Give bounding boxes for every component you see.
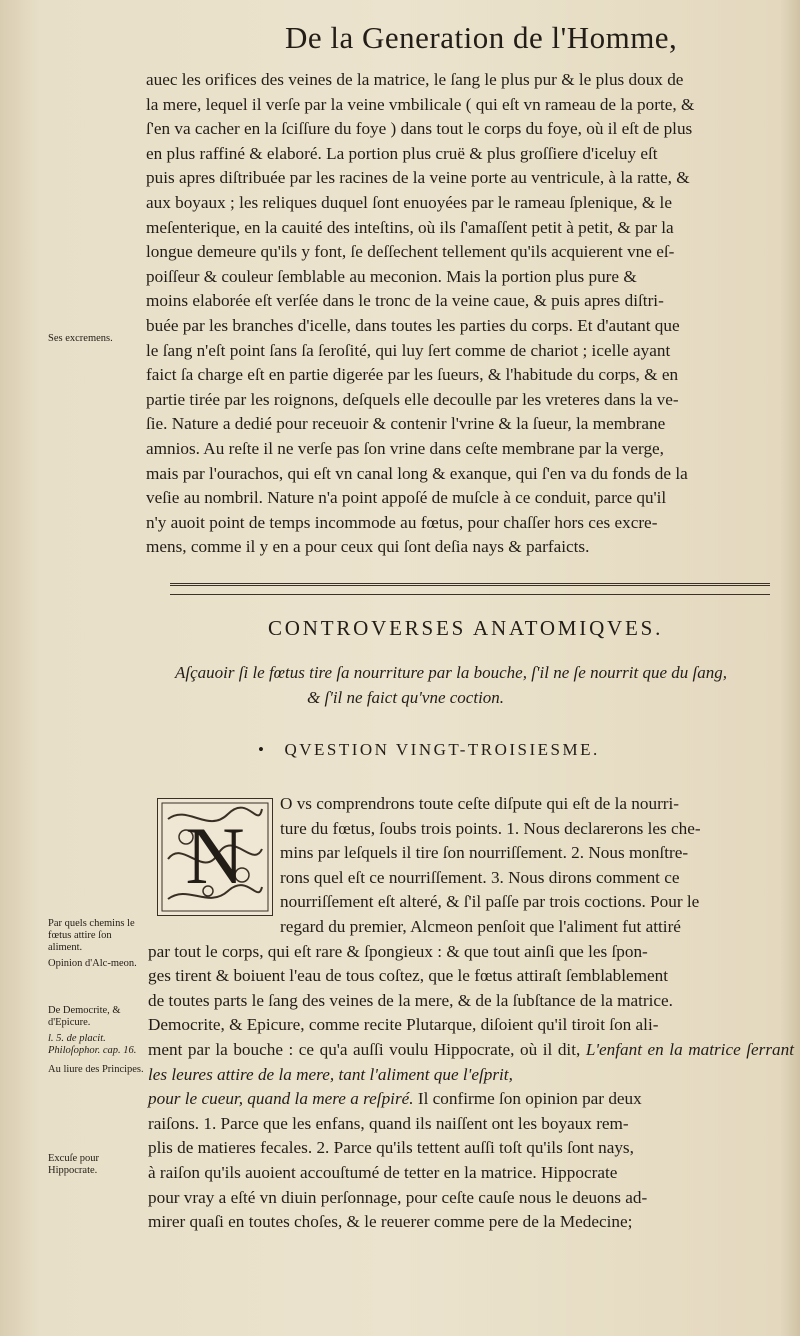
text-line: mens, comme il y en a pour ceux qui ſont deſia nays & parfaicts. [146, 537, 590, 557]
text-line: faict ſa charge eſt en partie digerée par les ſueurs, & l'habitude du corps, & en [146, 365, 679, 385]
text-line: amnios. Au reſte il ne verſe pas ſon vrine dans ceſte membrane par la verge, [146, 438, 664, 458]
quotation-fragment: pour le cueur, quand la mere a reſpiré. [148, 1089, 414, 1109]
text-line: O vs comprendrons toute ceſte diſpute qui eſt de la nourri- [280, 794, 680, 813]
text-line: puis apres diſtribuée par les racines de la veine porte au ventricule, à la ratte, & [146, 168, 690, 188]
text-line: partie tirée par les roignons, deſquels elle decoulle par les vreteres dans la ve- [146, 389, 679, 409]
quotation-fragment: L'enfant en la matrice ſerrant les leures attire de la mere, tant l'aliment que l'eſprit, [148, 1039, 794, 1084]
text-line: poiſſeur & couleur ſemblable au meconion. Mais la portion plus pure & [146, 266, 637, 286]
text-line: Democrite, & Epicure, comme recite Plutarque, diſoient qu'il tiroit ſon ali- [148, 1015, 659, 1035]
text-line: à raiſon qu'ils auoient accouſtumé de tetter en la matrice. Hippocrate [148, 1162, 618, 1182]
running-head: De la Generation de l'Homme, [285, 20, 678, 55]
subheading-line-1: Aſçauoir ſi le fœtus tire ſa nourriture par la bouche, ſ'il ne ſe nourrit que du ſang, [175, 663, 728, 682]
text-line: n'y auoit point de temps incommode au fœtus, pour chaſſer hors ces excre- [146, 512, 658, 532]
bullet-icon: • [258, 740, 267, 759]
text-line: auec les orifices des veines de la matrice, le ſang le plus pur & le plus doux de [146, 70, 684, 89]
text-line: moins elaborée eſt verſée dans le tronc de la veine caue, & puis apres diſtri- [146, 291, 664, 311]
text-fragment: Il confirme ſon opinion par deux [417, 1089, 642, 1109]
margin-note-democrite: De Democrite, & d'Epicure. [48, 1005, 121, 1028]
section-divider [170, 583, 770, 595]
text-line: nourriſſement eſt alteré, & ſ'il paſſe par trois coctions. Pour le [280, 892, 700, 912]
margin-note-excremens: Ses excremens. [48, 333, 113, 344]
text-line: par tout le corps, qui eſt rare & ſpongieux : & que tout ainſi que les ſpon- [148, 941, 648, 961]
text-line: mais par l'ourachos, qui eſt vn canal long & exanque, qui ſ'en va du fonds de la [146, 463, 688, 483]
section-heading: CONTROVERSES ANATOMIQVES. [268, 616, 664, 640]
text-line: ture du fœtus, ſoubs trois points. 1. Nous declarerons les che- [280, 818, 701, 838]
text-line: la mere, lequel il verſe par la veine vmbilicale ( qui eſt vn rameau de la porte, & [146, 94, 695, 114]
text-line: longue demeure qu'ils y font, ſe deſſechent tellement qu'ils acquierent vne eſ- [146, 242, 675, 262]
text-line: pour vray a eſté vn diuin perſonnage, pour ceſte cauſe nous le deuons ad- [148, 1187, 648, 1207]
text-line: le ſang n'eſt point ſans ſa ſeroſité, qui luy ſert comme de chariot ; icelle ayant [146, 340, 671, 360]
text-line: mirer quaſi en toutes choſes, & le reuerer comme pere de la Medecine; [148, 1212, 633, 1232]
text-line: mins par leſquels il tire ſon nourriſſement. 2. Nous monſtre- [280, 843, 689, 863]
margin-note-placit: l. 5. de placit. Philoſophor. cap. 16. [48, 1033, 137, 1056]
question-label: QVESTION VINGT-TROISIESME. [284, 740, 600, 759]
text-line: rons quel eſt ce nourriſſement. 3. Nous dirons comment ce [280, 867, 680, 887]
text-line: meſenterique, en la cauité des inteſtins, où ils ſ'amaſſent petit à petit, & par la [146, 217, 674, 237]
text-line: regard du premier, Alcmeon penſoit que l'aliment fut attiré [280, 916, 681, 936]
margin-note-excuse: Excuſe pour Hippocrate. [48, 1153, 100, 1176]
text-line [148, 1038, 794, 1087]
text-line: veſie au nombril. Nature n'a point appoſé de muſcle à ce conduit, parce qu'il [146, 488, 667, 508]
text-line: de toutes parts le ſang des veines de la mere, & de la ſubſtance de la matrice. [148, 990, 673, 1010]
subheading-line-2: & ſ'il ne faict qu'vne coction. [307, 688, 505, 707]
body-text-top [146, 68, 792, 560]
margin-note-alcmeon: Opinion d'Alc-meon. [48, 958, 137, 969]
text-line: aux boyaux ; les reliques duquel ſont enuoyées par le rameau ſplenique, & le [146, 192, 672, 212]
margin-note-chemins: Par quels chemins le fœtus attire ſon aliment. [48, 918, 135, 953]
text-fragment: ment par la bouche : ce qu'a auſſi voulu Hippocrate, où il dit, [148, 1039, 581, 1059]
body-text-question [148, 792, 794, 1235]
text-line: plis de matieres fecales. 2. Parce qu'ils tettent auſſi toſt qu'ils ſont nays, [148, 1138, 634, 1158]
text-line: ſie. Nature a dedié pour receuoir & contenir l'vrine & la ſueur, la membrane [146, 414, 666, 434]
text-line: ſ'en va cacher en la ſciſſure du foye ) dans tout le corps du foye, où il eſt de plus [146, 119, 693, 139]
section-subheading [175, 660, 775, 710]
dropcap-letter: N [185, 810, 245, 901]
question-title [258, 740, 600, 760]
text-line: buée par les branches d'icelle, dans toutes les parties du corps. Et d'autant que [146, 315, 680, 335]
text-line: raiſons. 1. Parce que les enfans, quand ils naiſſent ont les boyaux rem- [148, 1113, 629, 1133]
margin-note-principes: Au liure des Principes. [48, 1064, 144, 1075]
text-line [148, 1087, 794, 1112]
text-line: ges tirent & boiuent l'eau de tous coſtez, que le fœtus attiraſt ſemblablement [148, 966, 668, 986]
text-line: en plus raffiné & elaboré. La portion plus cruë & plus groſſiere d'iceluy eſt [146, 143, 658, 163]
